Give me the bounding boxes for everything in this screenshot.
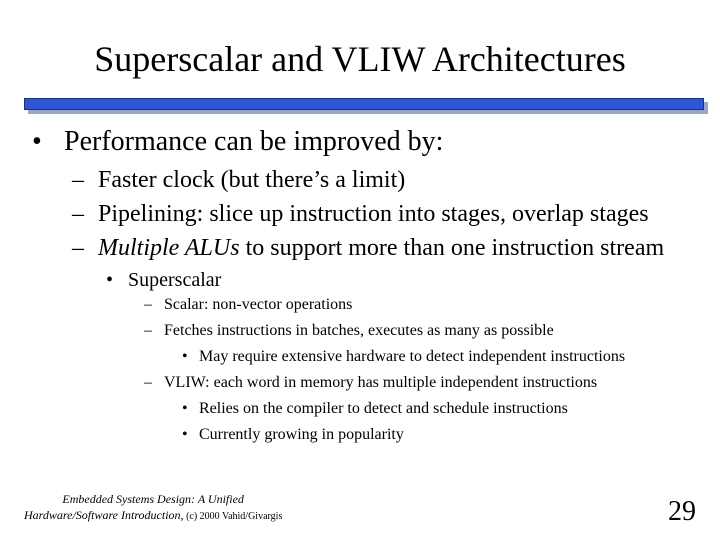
bullet-marker: •	[182, 426, 188, 443]
bullet-text: Faster clock (but there’s a limit)	[98, 167, 406, 193]
bullet-text: Relies on the compiler to detect and schedule instructions	[199, 400, 568, 417]
footer-copyright: (c) 2000 Vahid/Givargis	[183, 511, 283, 522]
bullet-vliw	[144, 373, 597, 393]
bullet-text: May require extensive hardware to detect independent instructions	[199, 348, 626, 365]
dash-marker: –	[144, 322, 152, 339]
dash-marker: –	[72, 235, 84, 261]
bullet-text: Currently growing in popularity	[199, 426, 404, 443]
bullet-compiler	[182, 399, 568, 419]
bullet-hardware	[182, 347, 625, 367]
bullet-faster-clock	[72, 166, 405, 194]
bullet-marker: •	[32, 126, 42, 157]
bullet-fetches	[144, 321, 554, 341]
title-rule	[24, 98, 704, 110]
bullet-text: Scalar: non-vector operations	[164, 296, 353, 313]
footer-line-1: Embedded Systems Design: A Unified	[62, 492, 244, 506]
bullet-text: VLIW: each word in memory has multiple independent instructions	[164, 374, 598, 391]
bullet-superscalar	[106, 268, 221, 292]
emphasis-text: Multiple ALUs	[98, 235, 240, 261]
bullet-marker: •	[182, 400, 188, 417]
bullet-popularity	[182, 425, 404, 445]
bullet-multiple-alus	[72, 234, 664, 262]
bullet-text: Pipelining: slice up instruction into stages, overlap stages	[98, 201, 649, 227]
dash-marker: –	[144, 374, 152, 391]
bullet-text: Superscalar	[128, 269, 222, 291]
bullet-performance	[32, 126, 443, 158]
bullet-text: Fetches instructions in batches, executes as many as possible	[164, 322, 554, 339]
footer-line-2	[24, 507, 282, 525]
bullet-marker: •	[182, 348, 188, 365]
bullet-marker: •	[106, 269, 114, 291]
bullet-pipelining	[72, 200, 649, 228]
page-number: 29	[668, 496, 696, 527]
footer-citation	[24, 491, 282, 525]
footer-line-2-title: Hardware/Software Introduction,	[24, 508, 184, 522]
dash-marker: –	[144, 296, 152, 313]
dash-marker: –	[72, 167, 84, 193]
slide-title: Superscalar and VLIW Architectures	[94, 39, 626, 79]
bullet-scalar	[144, 295, 352, 315]
dash-marker: –	[72, 201, 84, 227]
bullet-text: to support more than one instruction stream	[239, 235, 665, 261]
bullet-text: Performance can be improved by:	[64, 126, 444, 157]
